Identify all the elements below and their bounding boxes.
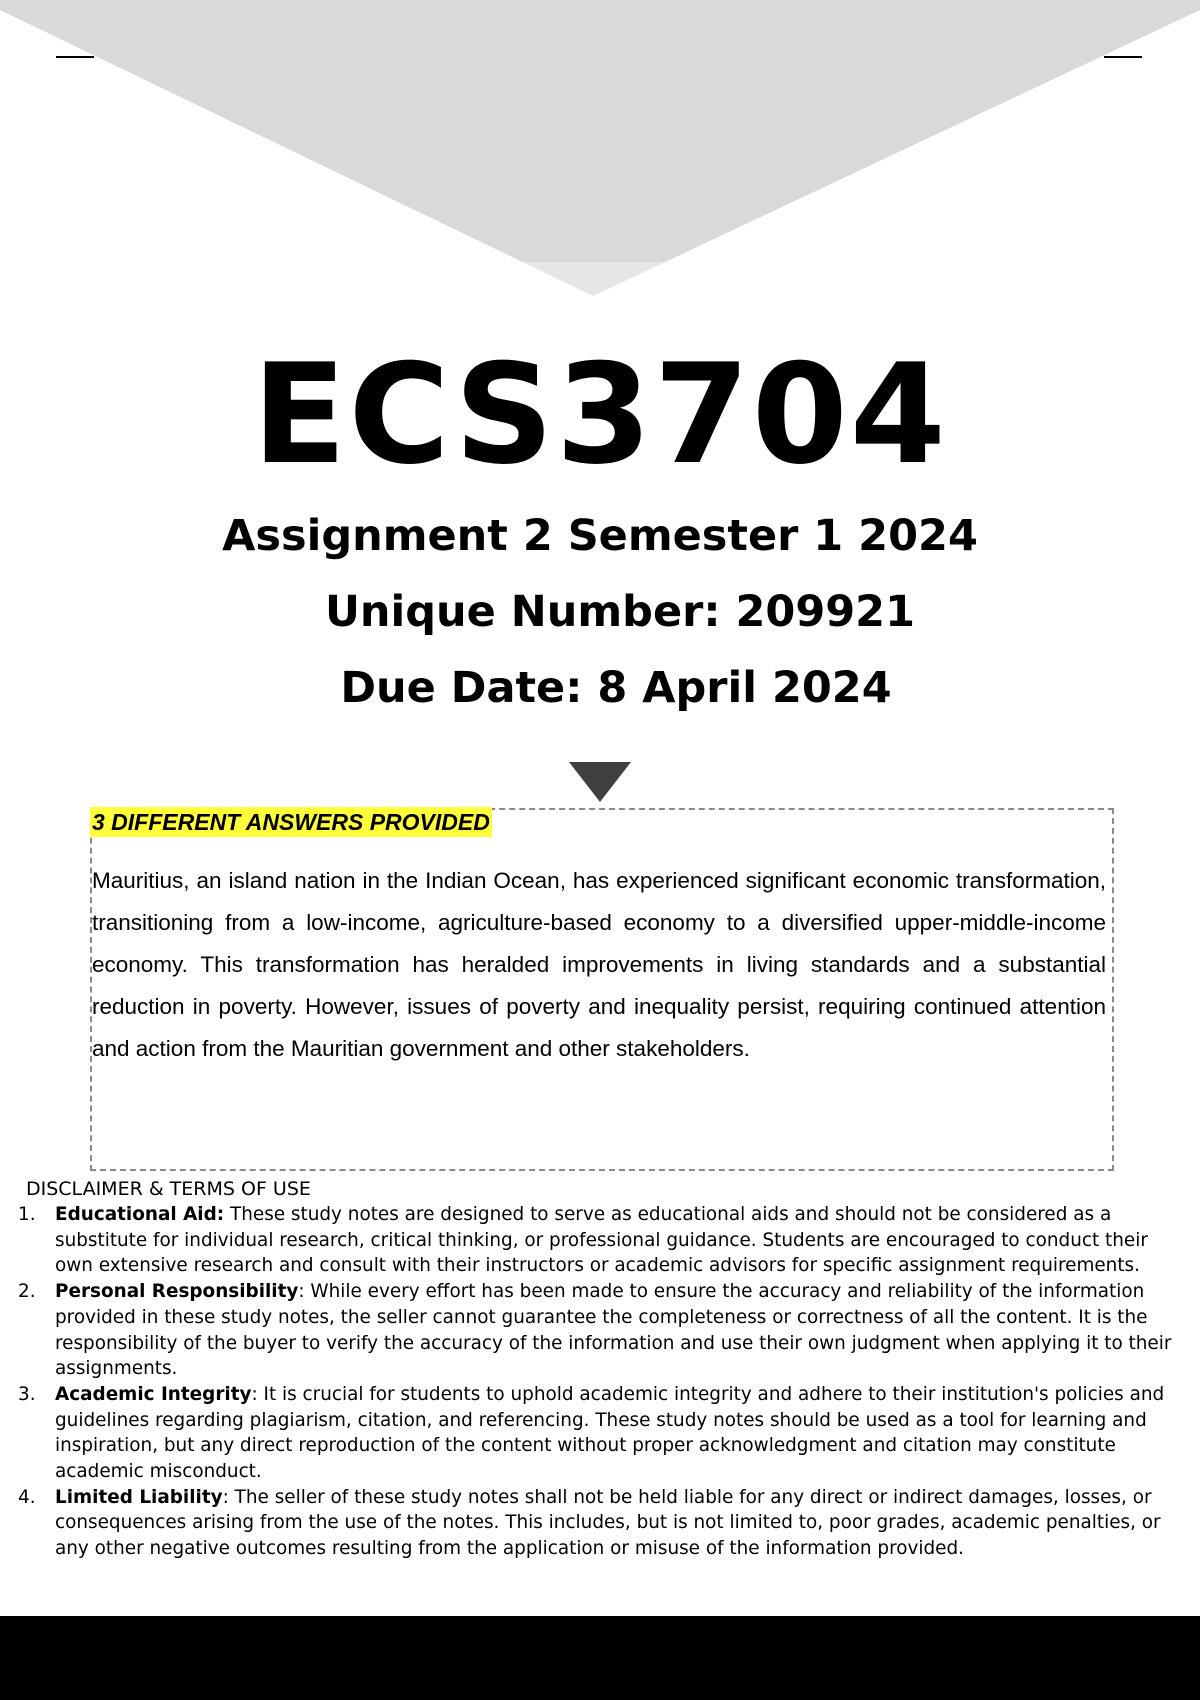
down-triangle-icon (569, 762, 631, 802)
disclaimer-list (0, 1202, 1200, 1562)
unique-number: Unique Number: 209921 (324, 587, 916, 637)
assignment-title: Assignment 2 Semester 1 2024 (222, 511, 978, 561)
disclaimer-item-text: These study notes are designed to serve as educational aids and should not be considered as a substitute for individual research, critical thinking, or professional guidance. Students are encouraged to conduct their own extensive research and consult with their instructors or academic advisors for specific assignment requirements. (55, 1204, 1148, 1277)
disclaimer-item-number: 4. (18, 1486, 36, 1508)
disclaimer-item-personal-responsibility (0, 1279, 1200, 1382)
disclaimer-item-number: 3. (18, 1383, 36, 1405)
disclaimer-item-text: : While every effort has been made to ensure the accuracy and reliability of the information provided in these study notes, the seller cannot guarantee the completeness or correctness of all the content. It is the responsibility of the buyer to verify the accuracy of the information and use their own judgment when applying it to their assignments. (55, 1281, 1172, 1380)
course-code: ECS3704 (252, 334, 948, 495)
disclaimer-item-number: 2. (18, 1281, 36, 1303)
disclaimer-item-label: Educational Aid: (55, 1204, 225, 1225)
answer-intro-paragraph: Mauritius, an island nation in the Indian Ocean, has experienced significant economic transformation, transitioning from a low-income, agriculture-based economy to a diversified upper-middle-income economy. This transformation has heralded improvements in living standards and a substantial reduction in poverty. However, issues of poverty and inequality persist, requiring continued attention and action from the Mauritian government and other stakeholders. (92, 868, 1106, 1061)
corner-rule-left (56, 56, 94, 58)
chevron-banner-icon (0, 0, 1200, 300)
disclaimer-item-text: : The seller of these study notes shall not be held liable for any direct or indirect damages, losses, or consequences arising from the use of the notes. This includes, but is not limited to, poor grades, academic penalties, or any other negative outcomes resulting from the application or misuse of the information provided. (55, 1486, 1161, 1560)
answers-heading: 3 DIFFERENT ANSWERS PROVIDED (92, 809, 490, 835)
chevron-banner-shape (0, 0, 1200, 296)
disclaimer-title: DISCLAIMER & TERMS OF USE (26, 1178, 311, 1200)
corner-rule-right (1104, 56, 1142, 58)
due-date: Due Date: 8 April 2024 (340, 663, 892, 713)
bottom-black-bar (0, 1616, 1200, 1700)
disclaimer-item-limited-liability (0, 1485, 1200, 1562)
disclaimer-item-label: Academic Integrity (55, 1383, 252, 1405)
disclaimer-item-academic-integrity (0, 1382, 1200, 1485)
disclaimer-item-number: 1. (18, 1204, 36, 1225)
chevron-banner-inner-edge (520, 262, 666, 296)
disclaimer-item-label: Personal Responsibility (55, 1281, 299, 1303)
disclaimer-item-text: : It is crucial for students to uphold academic integrity and adhere to their institution's policies and guidelines regarding plagiarism, citation, and referencing. These study notes should be used as a tool for learning and inspiration, but any direct reproduction of the content without proper acknowledgment and citation may constitute academic misconduct. (55, 1383, 1165, 1483)
disclaimer-item-educational-aid (0, 1202, 1200, 1279)
disclaimer-item-label: Limited Liability (55, 1486, 223, 1508)
